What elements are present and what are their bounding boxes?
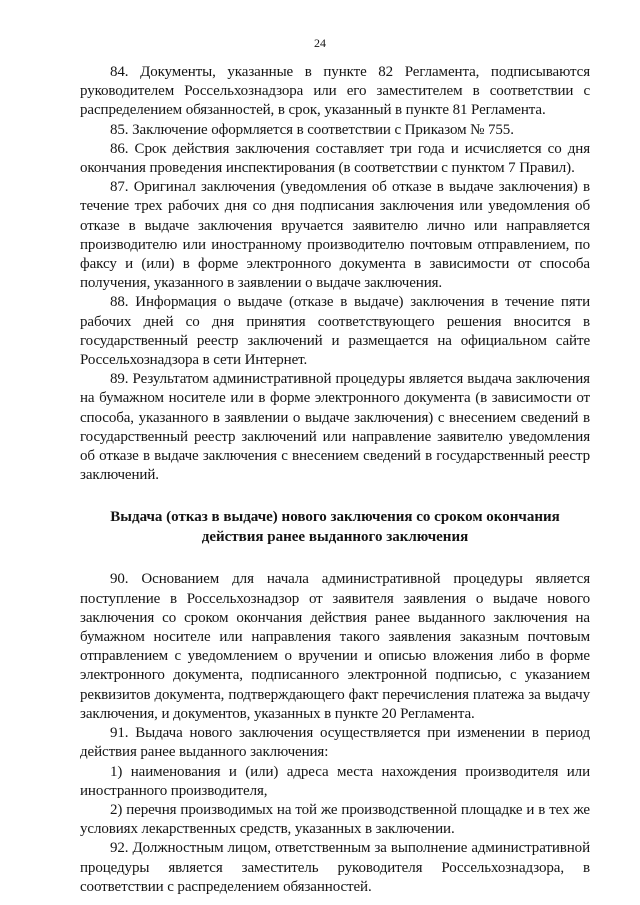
paragraph-90: 90. Основанием для начала административной процедуры является поступление в Россельхознадзор от заявителя заявления о выдаче нового заключения со сроком окончания действия ранее выданного заключения на бумажном носителе или направления такого заявления заказным почтовым отправлением с уведомлением о вручении и описью вложения либо в форме электронного документа, подписанного электронной подписью, с указанием реквизитов документа, подтверждающего факт перечисления платежа за выдачу заключения, и документов, указанных в пункте 20 Регламента. xyxy=(80,571,590,722)
page-number: 24 xyxy=(314,36,326,50)
paragraph-92: 92. Должностным лицом, ответственным за выполнение административной процедуры является заместитель руководителя Россельхознадзора, в соответствии с распределением обязанностей. xyxy=(80,840,590,895)
paragraph-89: 89. Результатом административной процедуры является выдача заключения на бумажном носителе или в форме электронного документа (в зависимости от способа, указанного в заявлении о выдаче заключения) с внесением сведений в государственный реестр заключений или направление заявителю уведомления об отказе в выдаче заключения с внесением сведений в государственный реестр заключений. xyxy=(80,371,590,484)
list-item-1: 1) наименования и (или) адреса места нахождения производителя или иностранного производителя, xyxy=(80,763,590,799)
document-body xyxy=(80,63,590,897)
list-item-2: 2) перечня производимых на той же производственной площадке и в тех же условиях лекарственных средств, указанных в заключении. xyxy=(80,801,590,838)
paragraph-86: 86. Срок действия заключения составляет три года и исчисляется со дня окончания проведения инспектирования (в соответствии с пунктом 7 Правил). xyxy=(80,140,590,177)
paragraph-84: 84. Документы, указанные в пункте 82 Регламента, подписываются руководителем Россельхознадзора или его заместителем в соответствии с распределением обязанностей, в срок, указанный в пункте 81 Регламента. xyxy=(80,64,590,119)
section-heading: Выдача (отказ в выдаче) нового заключения со сроком окончания действия ранее выданного заключения xyxy=(110,509,560,545)
paragraph-85: 85. Заключение оформляется в соответствии с Приказом № 755. xyxy=(110,121,514,138)
paragraph-91: 91. Выдача нового заключения осуществляется при изменении в период действия ранее выданного заключения: xyxy=(80,725,590,761)
paragraph-87: 87. Оригинал заключения (уведомления об отказе в выдаче заключения) в течение трех рабочих дня со дня подписания заключения или уведомления об отказе в выдаче заключения вручается заявителю лично или направляется производителю или иностранному производителю почтовым отправлением, по факсу и (или) в форме электронного документа в зависимости от способа получения, указанного в заявлении о выдаче заключения. xyxy=(80,179,590,292)
paragraph-88: 88. Информация о выдаче (отказе в выдаче) заключения в течение пяти рабочих дней со дня принятия соответствующего решения вносится в государственный реестр заключений и размещается на официальном сайте Россельхознадзора в сети Интернет. xyxy=(80,294,590,369)
